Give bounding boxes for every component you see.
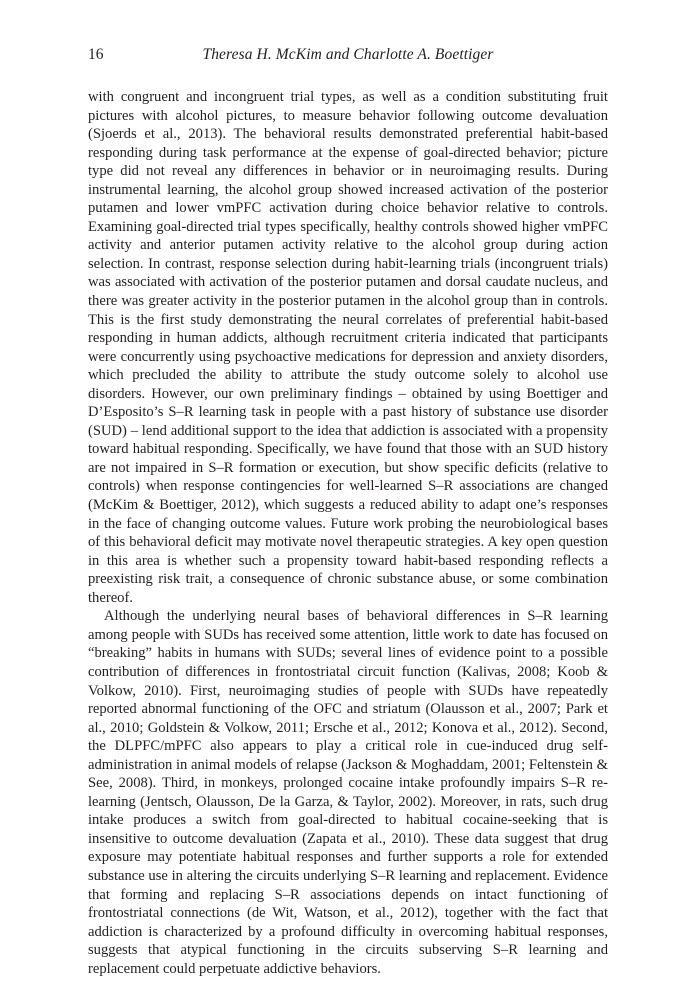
body-text (88, 88, 608, 978)
running-header (88, 46, 608, 70)
paragraph-habit-responding: with congruent and incongruent trial types, as well as a condition substituting fruit pictures with alcohol pictures, to measure behavior following outcome devaluation (Sjoerds et al., 2013). The behavioral results demonstrated preferential habit-based responding during task performance at the expense of goal-directed behavior; picture type did not reveal any differences in behavior or in neuroimaging results. During instrumental learning, the alcohol group showed increased activation of the posterior putamen and lower vmPFC activation during choice behavior relative to controls. Examining goal-directed trial types specifically, healthy controls showed higher vmPFC activity and anterior putamen activity relative to the alcohol group during action selection. In contrast, response selection during habit-learning trials (incongruent trials) was associated with activation of the posterior putamen and dorsal caudate nucleus, and there was greater activity in the posterior putamen in the alcohol group than in controls. This is the first study demonstrating the neural correlates of preferential habit-based responding in human addicts, although recruitment criteria indicated that participants were concurrently using psychoactive medications for depression and anxiety disorders, which precluded the ability to attribute the study outcome solely to alcohol use disorders. However, our own preliminary findings – obtained by using Boettiger and D’Esposito’s S–R learning task in people with a past history of substance use disorder (SUD) – lend additional support to the idea that addiction is associated with a propensity toward habitual responding. Specifically, we have found that those with an SUD history are not impaired in S–R formation or execution, but show specific deficits (relative to controls) when response contingencies for well-learned S–R associations are changed (McKim & Boettiger, 2012), which suggests a reduced ability to adapt one’s responses in the face of changing outcome values. Future work probing the neurobiological bases of this behavioral deficit may motivate novel therapeutic strategies. A key open question in this area is whether such a propensity toward habit-based responding reflects a preexisting risk trait, a consequence of chronic substance abuse, or some combination thereof. (88, 89, 608, 606)
paragraph-neural-bases: Although the underlying neural bases of behavioral differences in S–R learning among people with SUDs has received some attention, little work to date has focused on “breaking” habits in humans with SUDs; several lines of evidence point to a possible contribution of differences in frontostriatal circuit function (Kalivas, 2008; Koob & Volkow, 2010). First, neuroimaging studies of people with SUDs have repeatedly reported abnormal functioning of the OFC and striatum (Olausson et al., 2007; Park et al., 2010; Goldstein & Volkow, 2011; Ersche et al., 2012; Konova et al., 2012). Second, the DLPFC/mPFC also appears to play a critical role in cue-induced drug self-administration in animal models of relapse (Jackson & Moghaddam, 2001; Feltenstein & See, 2008). Third, in monkeys, prolonged cocaine intake profoundly impairs S–R re-learning (Jentsch, Olausson, De la Garza, & Taylor, 2002). Moreover, in rats, such drug intake produces a switch from goal-directed to habitual cocaine-seeking that is insensitive to outcome devaluation (Zapata et al., 2010). These data suggest that drug exposure may potentiate habitual responses and further supports a role for extended substance use in altering the circuits underlying S–R learning and replacement. Evidence that forming and replacing S–R associations depends on intact functioning of frontostriatal connections (de Wit, Watson, et al., 2012), together with the fact that addiction is characterized by a profound difficulty in overcoming habitual responses, suggests that atypical functioning in the circuits subserving S–R learning and replacement could perpetuate addictive behaviors. (88, 608, 608, 977)
page-number: 16 (88, 46, 104, 63)
running-title: Theresa H. McKim and Charlotte A. Boettiger (202, 46, 494, 63)
